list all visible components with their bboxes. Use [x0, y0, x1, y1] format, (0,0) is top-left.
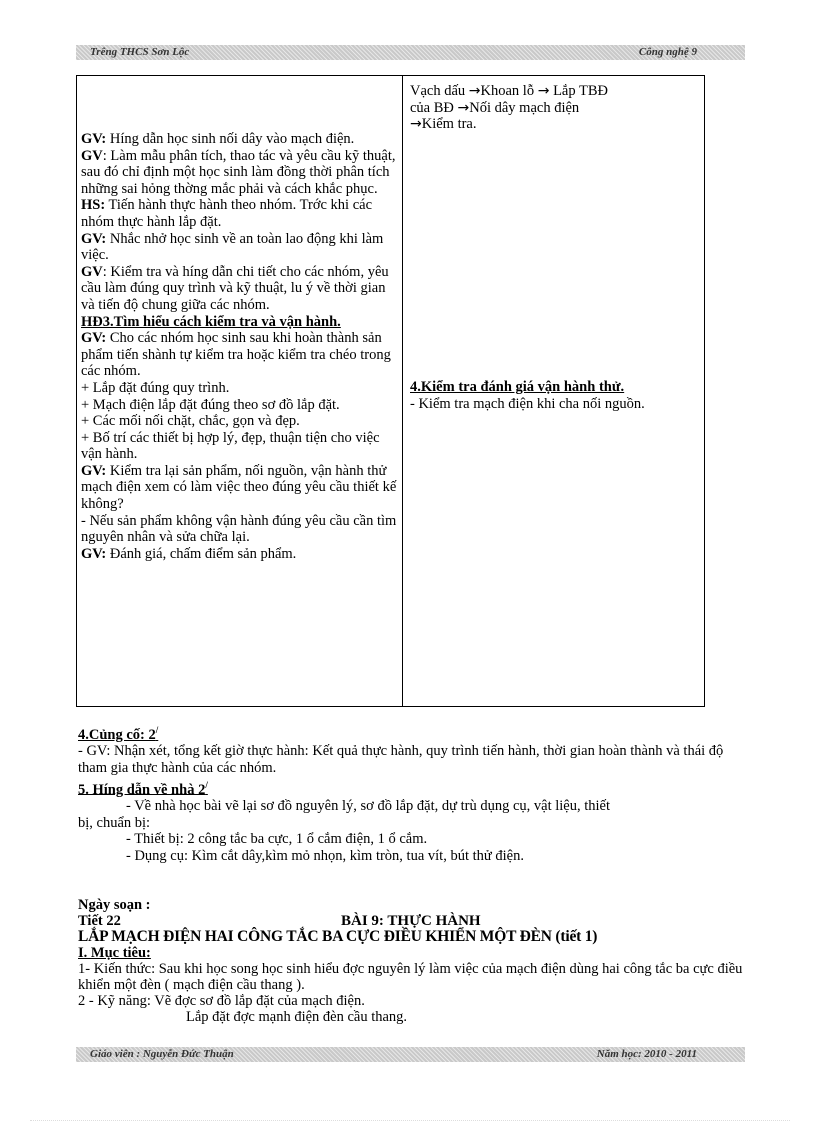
objective-skill: Lắp đặt đợc mạnh điện đèn cầu thang. — [186, 1009, 408, 1025]
lesson-table — [76, 75, 705, 707]
page-header — [76, 45, 745, 60]
date-label: Ngày soạn : — [78, 897, 151, 913]
activity-item: - Nếu sản phẩm không vận hành đúng yêu cầu cần tìm nguyên nhân và sửa chữa lại. — [81, 512, 397, 546]
homework-item: - Dụng cụ: Kìm cắt dây,kìm mỏ nhọn, kìm tròn, tua vít, bút thử điện. — [126, 847, 524, 864]
consolidation-heading: 4.Củng cố: 2/ — [78, 725, 159, 743]
header-subject: Công nghệ 9 — [638, 46, 697, 58]
test-section — [410, 379, 700, 412]
objectives-heading: I. Mục tiêu: — [78, 945, 151, 961]
procedure-steps — [410, 83, 700, 133]
homework-line: bị, chuẩn bị: — [78, 814, 151, 831]
objective-knowledge: 1- Kiến thức: Sau khi học song học sinh hiểu đợc nguyên lý làm việc của mạch điện dùng hai công tắc ba cực điều khiển một đèn ( mạch điện cầu thang ). — [78, 961, 743, 993]
activity-item: + Mạch điện lắp đặt đúng theo sơ đồ lắp đặt. — [81, 396, 340, 413]
activity-item: + Lắp đặt đúng quy trình. — [81, 379, 230, 396]
next-lesson — [78, 897, 743, 1025]
footer-school-year: Năm học: 2010 - 2011 — [596, 1048, 697, 1060]
activity-item: GV: Đánh giá, chấm điểm sản phẩm. — [81, 545, 297, 562]
homework-item: - Thiết bị: 2 công tắc ba cực, 1 ổ cắm điện, 1 ổ cắm. — [126, 831, 428, 848]
activity-item: + Bố trí các thiết bị hợp lý, đẹp, thuận tiện cho việc vận hành. — [81, 429, 380, 463]
activity-item: GV: Làm mẫu phân tích, thao tác và yêu cầu kỹ thuật, sau đó chỉ định một học sinh làm đồng thời phân tích những sai hỏng thờng mắc phải và cách khắc phục. — [81, 147, 396, 197]
arrow-right-icon: → — [457, 99, 470, 116]
activity-item: GV: Cho các nhóm học sinh sau khi hoàn thành sản phẩm tiến shành tự kiểm tra hoặc kiểm tra chéo trong các nhóm. — [81, 330, 391, 380]
page-footer — [76, 1047, 745, 1062]
activity-item: GV: Kiểm tra lại sản phẩm, nối nguồn, vận hành thử mạch điện xem có làm việc theo đúng yêu cầu thiết kế không? — [81, 462, 397, 513]
page-edge — [30, 1120, 790, 1121]
column-divider — [402, 76, 403, 706]
activity-item: HS: Tiến hành thực hành theo nhóm. Trớc khi các nhóm thực hành lắp đặt. — [81, 197, 373, 230]
lesson-title: BÀI 9: THỰC HÀNH — [341, 913, 481, 929]
objective-skill: 2 - Kỹ năng: Vẽ đợc sơ đồ lắp đặt của mạch điện. — [78, 993, 365, 1009]
arrow-right-icon: → — [537, 83, 550, 99]
period-label: Tiết 22 — [78, 913, 121, 929]
test-text: - Kiểm tra mạch điện khi cha nối nguồn. — [410, 395, 645, 412]
activity-item: + Các mối nối chặt, chắc, gọn và đẹp. — [81, 413, 300, 430]
activity-item: GV: Kiểm tra và híng dẫn chi tiết cho các nhóm, yêu cầu làm đúng quy trình và kỹ thuật, lu ý về thời gian và tiến độ chung giữa các nhóm. — [81, 263, 389, 313]
teacher-activities — [81, 131, 399, 562]
consolidation-text: - GV: Nhận xét, tổng kết giờ thực hành: Kết quả thực hành, quy trình tiến hành, thời gian hoàn thành và thái độ tham gia thực hành của các nhóm. — [78, 743, 724, 777]
activity-item: GV: Híng dẫn học sinh nối dây vào mạch điện. — [81, 131, 355, 147]
step-line-2: của BĐ →Nối dây mạch điện — [410, 99, 580, 116]
arrow-right-icon: → — [468, 83, 481, 99]
homework-line: - Về nhà học bài vẽ lại sơ đồ nguyên lý, sơ đồ lắp đặt, dự trù dụng cụ, vật liệu, thiết — [126, 798, 611, 815]
homework-heading: 5. Híng dẫn về nhà 2/ — [78, 779, 208, 798]
step-line-3: →Kiểm tra. — [410, 116, 477, 133]
activity-heading: HĐ3.Tìm hiểu cách kiểm tra và vận hành. — [81, 313, 341, 330]
lesson-full-title: LẮP MẠCH ĐIỆN HAI CÔNG TẮC BA CỰC ĐIỀU KHIỂN MỘT ĐÈN (tiết 1) — [78, 928, 598, 945]
lesson-notes — [78, 722, 743, 864]
footer-teacher: Giáo viên : Nguyễn Đức Thuận — [90, 1048, 234, 1060]
test-heading: 4.Kiểm tra đánh giá vận hành thử. — [410, 379, 625, 395]
arrow-right-icon: → — [410, 116, 422, 133]
activity-item: GV: Nhắc nhở học sinh về an toàn lao động khi làm việc. — [81, 230, 384, 264]
header-school: Trêng THCS Sơn Lộc — [90, 46, 190, 58]
step-line-1: Vạch dấu →Khoan lỗ → Lắp TBĐ — [410, 83, 608, 99]
